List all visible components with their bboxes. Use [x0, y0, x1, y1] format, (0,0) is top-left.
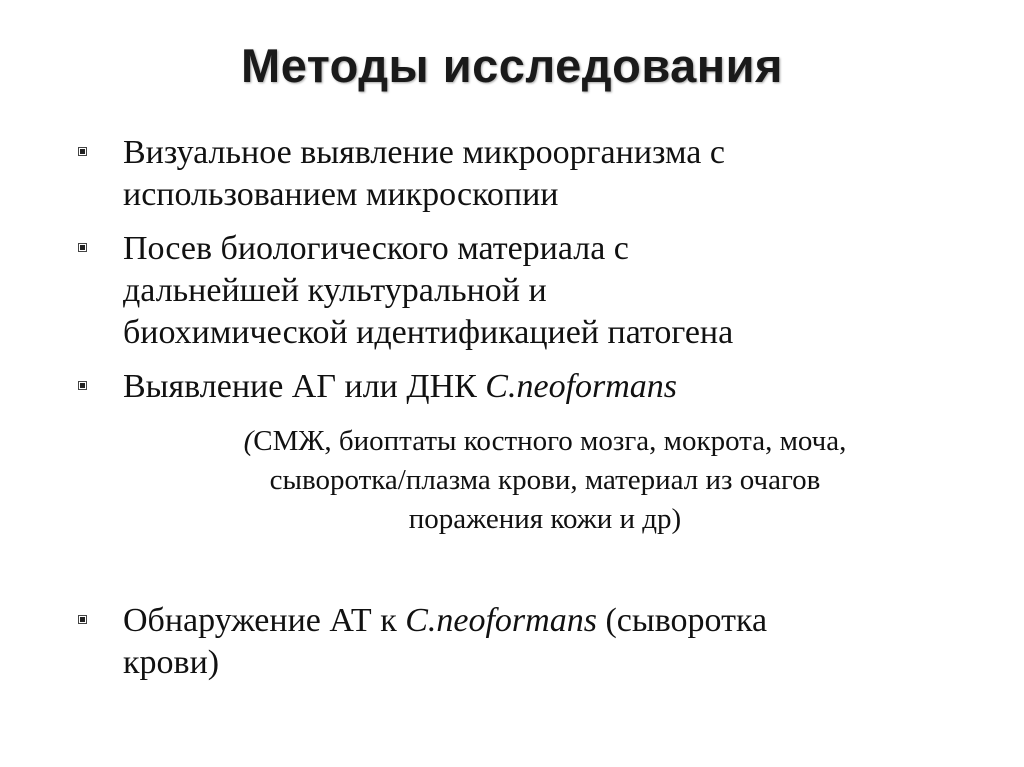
bullet-suffix: (сыворотка	[596, 602, 768, 639]
bullet-line: Визуальное выявление микроорганизма с	[123, 134, 725, 171]
bullet-line: биохимической идентификацией патогена	[123, 314, 734, 351]
note-line: сыворотка/плазма крови, материал из очагов	[269, 464, 821, 496]
note-open-paren: (	[243, 425, 254, 457]
bullet-line: использованием микроскопии	[123, 176, 559, 213]
bullet-line: дальнейшей культуральной и	[123, 272, 547, 309]
note-line: поражения кожи и др)	[408, 503, 682, 535]
bullet-text	[123, 600, 963, 684]
square-bullet-icon	[78, 381, 87, 390]
organism-name: C.neoformans	[485, 368, 678, 405]
bullet-line: Посев биологического материала с	[123, 230, 629, 267]
bullet-prefix: Выявление АГ или ДНК	[123, 368, 486, 405]
specimen-note	[120, 422, 970, 539]
square-bullet-icon	[78, 243, 87, 252]
square-bullet-icon	[78, 615, 87, 624]
square-bullet-icon	[78, 147, 87, 156]
bullet-text	[123, 366, 963, 408]
slide-title: Методы исследования	[241, 39, 783, 92]
note-line: СМЖ, биоптаты костного мозга, мокрота, моча,	[253, 425, 847, 457]
organism-name: C.neoformans	[405, 602, 597, 639]
bullet-prefix: Обнаружение АТ к	[123, 602, 406, 639]
bullet-text	[123, 132, 963, 216]
bullet-text	[123, 228, 963, 354]
bullet-line: крови)	[123, 644, 220, 681]
